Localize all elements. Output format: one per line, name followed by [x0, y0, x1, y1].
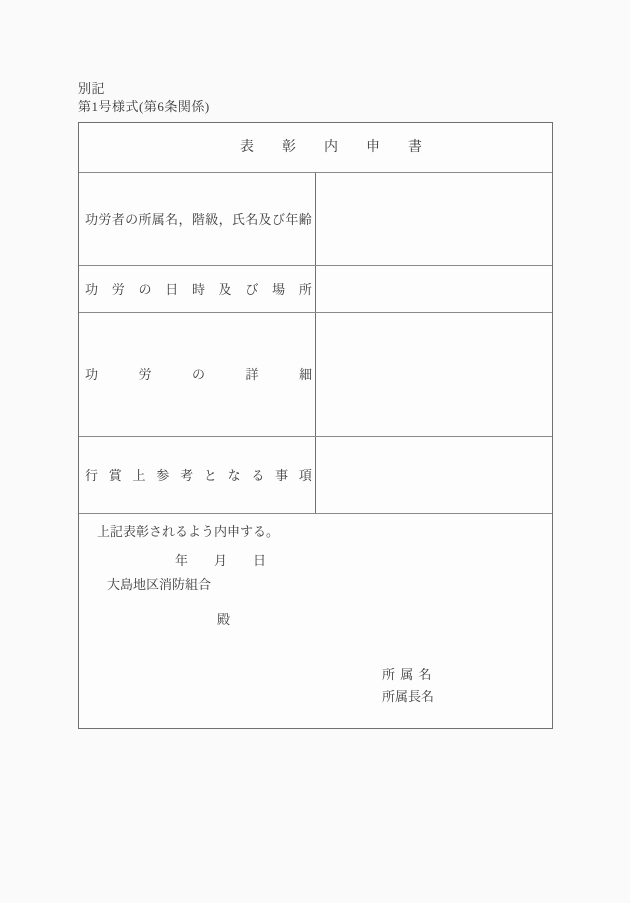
field-awardee-info — [316, 173, 552, 265]
date-line: 年 月 日 — [175, 553, 267, 568]
label-awardee-info-text: 功 労 者 の 所 属 名 ， 階 級 ， 氏 名 及 び 年 齢 — [85, 211, 312, 227]
form-title: 表 彰 内 申 書 — [240, 139, 422, 155]
label-merit-details-text: 功 労 の 詳 細 — [85, 367, 312, 382]
recommendation-statement: 上記表彰されるよう内申する。 — [97, 524, 280, 539]
label-reference-matters — [79, 437, 316, 513]
table-row-reference-matters — [79, 437, 552, 514]
commendation-form-table — [78, 122, 553, 729]
honorific-dono: 殿 — [217, 612, 231, 627]
label-reference-matters-text: 行 賞 上 参 考 と な る 事 項 — [85, 467, 312, 483]
label-merit-datetime-place — [79, 266, 316, 312]
label-merit-details — [79, 313, 316, 436]
field-merit-datetime-place — [316, 266, 552, 312]
form-title-row — [79, 123, 552, 173]
form-number: 第1号様式(第6条関係) — [78, 99, 210, 114]
affiliation-name-label: 所 属 名 — [382, 667, 433, 682]
annex-note: 別記 — [78, 81, 106, 96]
field-reference-matters — [316, 437, 552, 513]
label-awardee-info — [79, 173, 316, 265]
label-merit-datetime-place-text: 功 労 の 日 時 及 び 場 所 — [85, 281, 312, 297]
table-row-awardee-info — [79, 173, 552, 266]
field-merit-details — [316, 313, 552, 436]
affiliation-head-name-label: 所属長名 — [382, 689, 435, 704]
table-row-merit-datetime-place — [79, 266, 552, 313]
form-footer-section — [79, 514, 552, 728]
organization-name: 大島地区消防組合 — [107, 577, 212, 592]
table-row-merit-details — [79, 313, 552, 437]
document-header — [78, 80, 210, 116]
